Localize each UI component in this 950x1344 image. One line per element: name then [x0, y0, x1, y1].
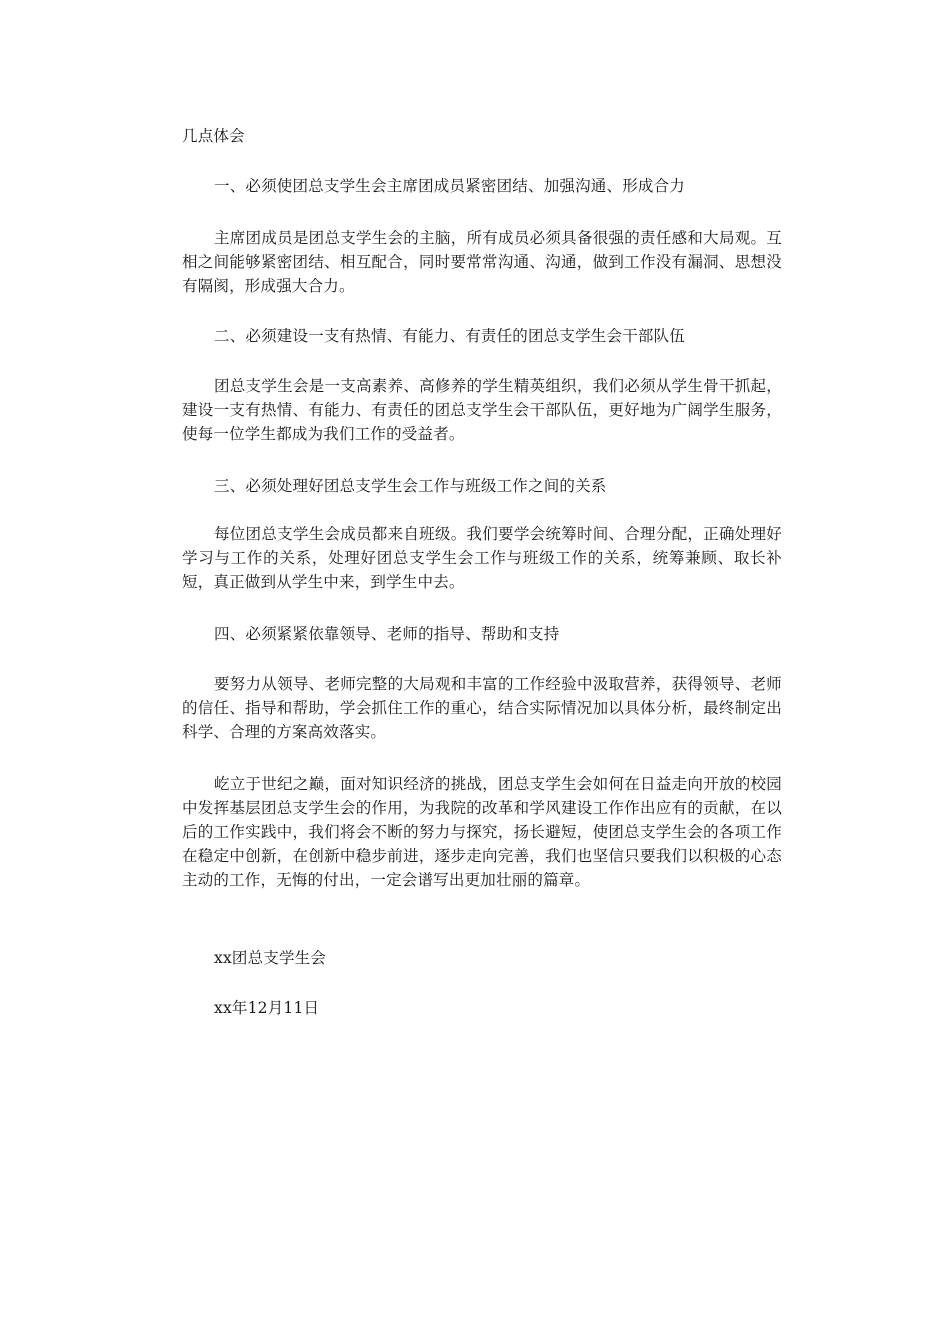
- section-body-2: 团总支学生会是一支高素养、高修养的学生精英组织，我们必须从学生骨干抓起，建设一支有热情、有能力、有责任的团总支学生会干部队伍，更好地为广阔学生服务，使每一位学生都成为我们工作的受益者。: [182, 377, 782, 443]
- section-heading-2: 二、必须建设一支有热情、有能力、有责任的团总支学生会干部队伍: [214, 327, 686, 345]
- section-body-3: 每位团总支学生会成员都来自班级。我们要学会统筹时间、合理分配，正确处理好学习与工作的关系，处理好团总支学生会工作与班级工作的关系，统筹兼顾、取长补短，真正做到从学生中来，到学生中去。: [182, 525, 782, 591]
- section-heading-3: 三、必须处理好团总支学生会工作与班级工作之间的关系: [214, 477, 607, 495]
- section-heading-1: 一、必须使团总支学生会主席团成员紧密团结、加强沟通、形成合力: [214, 177, 686, 195]
- closing-paragraph: 屹立于世纪之巅，面对知识经济的挑战，团总支学生会如何在日益走向开放的校园中发挥基层团总支学生会的作用，为我院的改革和学风建设工作作出应有的贡献，在以后的工作实践中，我们将会不断的努力与探究，扬长避短，使团总支学生会的各项工作在稳定中创新，在创新中稳步前进，逐步走向完善，我们也坚信只要我们以积极的心态主动的工作，无悔的付出，一定会谱写出更加壮丽的篇章。: [182, 775, 782, 889]
- signature-organization: xx团总支学生会: [214, 949, 327, 967]
- section-body-4: 要努力从领导、老师完整的大局观和丰富的工作经验中汲取营养，获得领导、老师的信任、指导和帮助，学会抓住工作的重心，结合实际情况加以具体分析，最终制定出科学、合理的方案高效落实。: [182, 675, 782, 741]
- signature-date: xx年12月11日: [214, 999, 320, 1017]
- section-heading-4: 四、必须紧紧依靠领导、老师的指导、帮助和支持: [214, 625, 560, 643]
- document-heading: 几点体会: [182, 127, 245, 145]
- section-body-1: 主席团成员是团总支学生会的主脑，所有成员必须具备很强的责任感和大局观。互相之间能够紧密团结、相互配合，同时要常常沟通、沟通，做到工作没有漏洞、思想没有隔阂，形成强大合力。: [182, 229, 782, 295]
